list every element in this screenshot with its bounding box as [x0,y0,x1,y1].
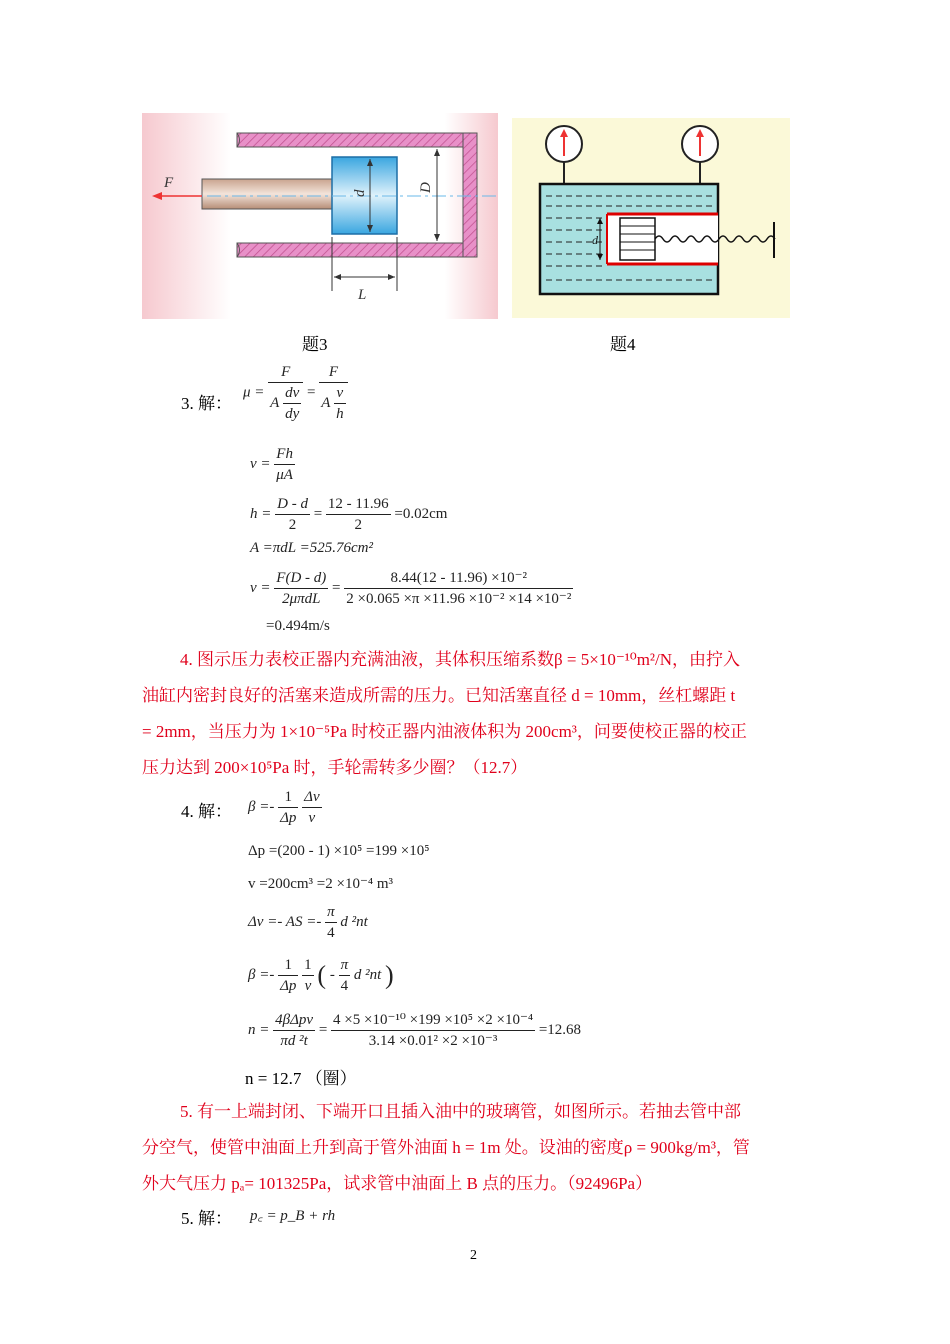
bore-diameter-label: D [418,182,434,193]
sol3-eq6: =0.494m/s [266,618,330,634]
question-5-line: 外大气压力 pₐ= 101325Pa，试求管中油面上 B 点的压力。（92496Pa） [142,1174,653,1193]
question-5-line: 5. 有一上端封闭、下端开口且插入油中的玻璃管，如图所示。若抽去管中部 [180,1102,741,1121]
sol3-eq3: h = $\frac{D - d}{2}$ = $\frac{12 - 11.96}{2}$ =0.02cm [250,496,448,533]
sol4-eq4: Δv =- AS =- $\frac{\pi}{4}$ d ²nt [248,904,368,941]
figure-3-caption: 题3 [302,335,328,354]
sol4-eq1: β =- $\frac{1}{\Delta p}$ $\frac{\Delta v}{v}$ [248,789,320,826]
sol4-eq2: Δp =(200 - 1) ×10⁵ =199 ×10⁵ [248,843,430,859]
question-4-line: 油缸内密封良好的活塞来造成所需的压力。已知活塞直径 d = 10mm，丝杠螺距 t [142,686,736,705]
solution-3-label: 3. 解： [181,394,232,413]
solution-4-label: 4. 解： [181,802,232,821]
sol3-eq2: v = $\frac{Fh}{\mu A}$ [250,446,293,483]
sol3-eq5: v = $\frac{F(D - d)}{\text{2μπdL}}$ = $\frac{\text{8.44(12 - 11.96) ×10⁻²}}{\text{2 ×0.065 ×π ×11.96 ×10⁻² ×14 ×10⁻²}}$ [250,570,572,607]
figure-3 [142,113,498,319]
sol3-eq4: A =πdL =525.76cm² [250,540,373,556]
question-4 [142,642,812,786]
sol4-eq5: β =- $\frac{1}{\Delta p}$ $\frac{1}{v}$ ( - $\frac{\pi}{4}$ d ²nt ) [248,957,394,994]
sol4-eq6: n = $\frac{\text{4βΔpv}}{\text{πd ²t}}$ = $\frac{\text{4 ×5 ×10⁻¹⁰ ×199 ×10⁵ ×2 ×10⁻⁴}}{\text{3.14 ×0.01² ×2 ×10⁻³}}$ =12.68 [248,1012,582,1049]
figure-4 [512,118,790,318]
page-number: 2 [470,1248,477,1263]
solution-5-label: 5. 解： [181,1209,232,1228]
question-4-line: = 2mm，当压力为 1×10⁻⁵Pa 时校正器内油液体积为 200cm³，问要使校正器的校正 [142,722,747,741]
pressure-calibrator-diagram [512,118,790,318]
length-label: L [358,287,367,303]
question-4-line: 4. 图示压力表校正器内充满油液，其体积压缩系数β = 5×10⁻¹⁰m²/N，由拧入 [180,650,741,669]
question-5 [142,1094,812,1202]
question-4-line: 压力达到 200×10⁵Pa 时，手轮需转多少圈？（12.7） [142,758,528,777]
sol4-answer: n = 12.7 （圈） [245,1069,357,1088]
figure-4-caption: 题4 [610,335,636,354]
sol3-eq1: μ = F A $\frac{dv}{dy}$ = F A $\frac{v}{h}$ [243,362,348,424]
force-label: F [164,175,174,191]
sol4-eq3: v =200cm³ =2 ×10⁻⁴ m³ [248,876,394,892]
piston-diameter-label: d [352,189,368,197]
piston-diameter-label: d [592,233,598,247]
sol5-eq1: p꜀ = p_B + rh [250,1208,336,1224]
question-5-line: 分空气，使管中油面上升到高于管外油面 h = 1m 处。设油的密度ρ = 900kg/m³，管 [142,1138,750,1157]
cylinder-diagram [142,113,498,319]
